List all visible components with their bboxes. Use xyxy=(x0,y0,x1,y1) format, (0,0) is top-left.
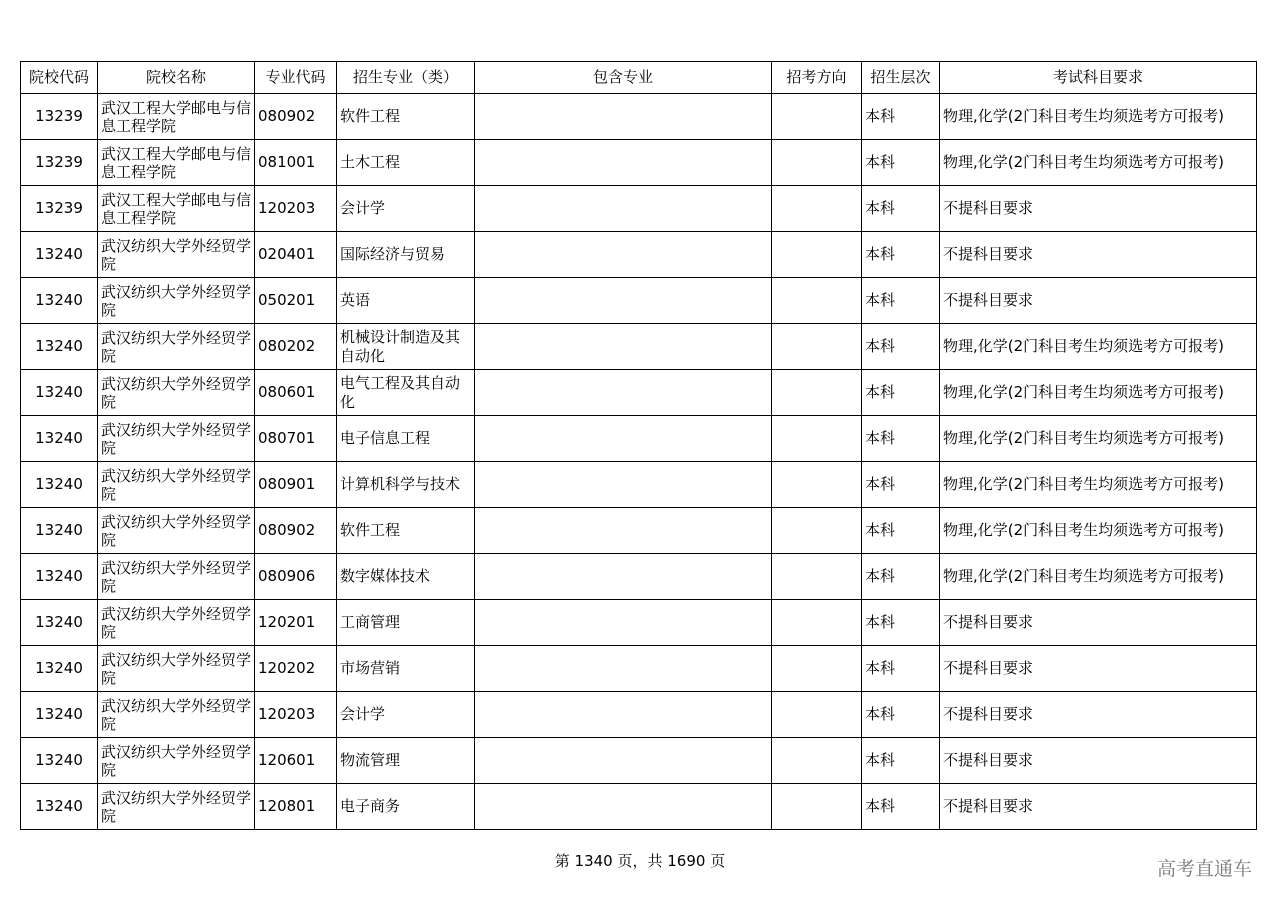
table-row xyxy=(21,232,1257,278)
cell-school-code: 13240 xyxy=(21,370,98,416)
cell-direction xyxy=(772,600,862,646)
cell-included-majors xyxy=(475,784,772,830)
cell-direction xyxy=(772,416,862,462)
cell-school-code: 13240 xyxy=(21,232,98,278)
cell-subject-requirement: 物理,化学(2门科目考生均须选考方可报考) xyxy=(940,416,1257,462)
cell-included-majors xyxy=(475,692,772,738)
cell-major: 电子信息工程 xyxy=(337,416,475,462)
cell-major-code: 120201 xyxy=(255,600,337,646)
cell-major-code: 080902 xyxy=(255,94,337,140)
cell-school-code: 13240 xyxy=(21,278,98,324)
cell-subject-requirement: 不提科目要求 xyxy=(940,600,1257,646)
cell-school-code: 13240 xyxy=(21,462,98,508)
cell-level: 本科 xyxy=(862,600,940,646)
cell-subject-requirement: 不提科目要求 xyxy=(940,278,1257,324)
enrollment-table-container xyxy=(20,61,1256,830)
header-school-name: 院校名称 xyxy=(98,62,255,94)
cell-included-majors xyxy=(475,416,772,462)
cell-school-code: 13240 xyxy=(21,554,98,600)
cell-level: 本科 xyxy=(862,692,940,738)
cell-direction xyxy=(772,738,862,784)
cell-level: 本科 xyxy=(862,186,940,232)
cell-school-code: 13240 xyxy=(21,416,98,462)
cell-direction xyxy=(772,554,862,600)
cell-school-code: 13240 xyxy=(21,324,98,370)
cell-major: 会计学 xyxy=(337,692,475,738)
cell-major: 物流管理 xyxy=(337,738,475,784)
cell-direction xyxy=(772,370,862,416)
cell-major-code: 080902 xyxy=(255,508,337,554)
cell-school-code: 13239 xyxy=(21,186,98,232)
cell-subject-requirement: 不提科目要求 xyxy=(940,784,1257,830)
header-included-majors: 包含专业 xyxy=(475,62,772,94)
cell-major: 软件工程 xyxy=(337,94,475,140)
table-row xyxy=(21,462,1257,508)
cell-school-name: 武汉纺织大学外经贸学院 xyxy=(98,462,255,508)
cell-major: 工商管理 xyxy=(337,600,475,646)
cell-level: 本科 xyxy=(862,324,940,370)
cell-major-code: 050201 xyxy=(255,278,337,324)
cell-school-name: 武汉纺织大学外经贸学院 xyxy=(98,784,255,830)
table-row xyxy=(21,554,1257,600)
cell-major-code: 120601 xyxy=(255,738,337,784)
table-row xyxy=(21,416,1257,462)
cell-school-name: 武汉工程大学邮电与信息工程学院 xyxy=(98,140,255,186)
cell-level: 本科 xyxy=(862,462,940,508)
cell-direction xyxy=(772,646,862,692)
cell-subject-requirement: 物理,化学(2门科目考生均须选考方可报考) xyxy=(940,554,1257,600)
cell-included-majors xyxy=(475,462,772,508)
cell-major: 市场营销 xyxy=(337,646,475,692)
cell-school-code: 13240 xyxy=(21,692,98,738)
cell-major-code: 120202 xyxy=(255,646,337,692)
cell-level: 本科 xyxy=(862,370,940,416)
cell-major-code: 020401 xyxy=(255,232,337,278)
cell-level: 本科 xyxy=(862,94,940,140)
header-subject-requirement: 考试科目要求 xyxy=(940,62,1257,94)
cell-major: 电气工程及其自动化 xyxy=(337,370,475,416)
cell-school-code: 13239 xyxy=(21,140,98,186)
cell-level: 本科 xyxy=(862,508,940,554)
cell-major-code: 080701 xyxy=(255,416,337,462)
table-row xyxy=(21,324,1257,370)
watermark: 高考直通车 xyxy=(1156,858,1252,880)
cell-direction xyxy=(772,278,862,324)
cell-school-code: 13240 xyxy=(21,600,98,646)
enrollment-table xyxy=(20,61,1257,830)
cell-direction xyxy=(772,140,862,186)
cell-included-majors xyxy=(475,94,772,140)
cell-direction xyxy=(772,232,862,278)
cell-major-code: 120801 xyxy=(255,784,337,830)
cell-subject-requirement: 物理,化学(2门科目考生均须选考方可报考) xyxy=(940,508,1257,554)
cell-included-majors xyxy=(475,186,772,232)
cell-major: 数字媒体技术 xyxy=(337,554,475,600)
cell-school-name: 武汉纺织大学外经贸学院 xyxy=(98,554,255,600)
cell-included-majors xyxy=(475,554,772,600)
cell-subject-requirement: 不提科目要求 xyxy=(940,232,1257,278)
cell-direction xyxy=(772,94,862,140)
table-row xyxy=(21,508,1257,554)
cell-subject-requirement: 物理,化学(2门科目考生均须选考方可报考) xyxy=(940,94,1257,140)
cell-school-name: 武汉工程大学邮电与信息工程学院 xyxy=(98,94,255,140)
cell-subject-requirement: 物理,化学(2门科目考生均须选考方可报考) xyxy=(940,324,1257,370)
table-row xyxy=(21,600,1257,646)
cell-major-code: 080202 xyxy=(255,324,337,370)
table-row xyxy=(21,94,1257,140)
table-row xyxy=(21,738,1257,784)
cell-major: 英语 xyxy=(337,278,475,324)
table-row xyxy=(21,646,1257,692)
cell-major: 国际经济与贸易 xyxy=(337,232,475,278)
table-row xyxy=(21,140,1257,186)
cell-school-name: 武汉纺织大学外经贸学院 xyxy=(98,232,255,278)
cell-major: 土木工程 xyxy=(337,140,475,186)
header-level: 招生层次 xyxy=(862,62,940,94)
table-row xyxy=(21,186,1257,232)
table-row xyxy=(21,370,1257,416)
cell-level: 本科 xyxy=(862,232,940,278)
cell-subject-requirement: 物理,化学(2门科目考生均须选考方可报考) xyxy=(940,462,1257,508)
cell-major-code: 080906 xyxy=(255,554,337,600)
cell-included-majors xyxy=(475,232,772,278)
cell-level: 本科 xyxy=(862,784,940,830)
cell-included-majors xyxy=(475,140,772,186)
cell-major-code: 080601 xyxy=(255,370,337,416)
cell-included-majors xyxy=(475,370,772,416)
cell-subject-requirement: 不提科目要求 xyxy=(940,186,1257,232)
cell-subject-requirement: 物理,化学(2门科目考生均须选考方可报考) xyxy=(940,370,1257,416)
cell-school-name: 武汉纺织大学外经贸学院 xyxy=(98,324,255,370)
cell-included-majors xyxy=(475,738,772,784)
cell-school-name: 武汉纺织大学外经贸学院 xyxy=(98,370,255,416)
cell-level: 本科 xyxy=(862,140,940,186)
cell-school-code: 13240 xyxy=(21,508,98,554)
cell-school-name: 武汉纺织大学外经贸学院 xyxy=(98,600,255,646)
table-row xyxy=(21,692,1257,738)
cell-direction xyxy=(772,692,862,738)
table-row xyxy=(21,278,1257,324)
table-header-row xyxy=(21,62,1257,94)
cell-included-majors xyxy=(475,508,772,554)
cell-direction xyxy=(772,784,862,830)
cell-direction xyxy=(772,186,862,232)
cell-school-name: 武汉纺织大学外经贸学院 xyxy=(98,278,255,324)
cell-included-majors xyxy=(475,646,772,692)
cell-school-code: 13240 xyxy=(21,738,98,784)
cell-major-code: 120203 xyxy=(255,692,337,738)
table-row xyxy=(21,784,1257,830)
page-number: 第 1340 页，共 1690 页 xyxy=(554,852,726,870)
cell-subject-requirement: 不提科目要求 xyxy=(940,692,1257,738)
cell-level: 本科 xyxy=(862,554,940,600)
cell-school-name: 武汉纺织大学外经贸学院 xyxy=(98,738,255,784)
cell-major-code: 120203 xyxy=(255,186,337,232)
cell-major: 会计学 xyxy=(337,186,475,232)
cell-school-code: 13239 xyxy=(21,94,98,140)
header-major: 招生专业（类） xyxy=(337,62,475,94)
cell-major: 机械设计制造及其自动化 xyxy=(337,324,475,370)
cell-subject-requirement: 不提科目要求 xyxy=(940,738,1257,784)
cell-major-code: 080901 xyxy=(255,462,337,508)
header-major-code: 专业代码 xyxy=(255,62,337,94)
cell-subject-requirement: 物理,化学(2门科目考生均须选考方可报考) xyxy=(940,140,1257,186)
cell-included-majors xyxy=(475,278,772,324)
cell-direction xyxy=(772,324,862,370)
cell-school-code: 13240 xyxy=(21,784,98,830)
cell-direction xyxy=(772,508,862,554)
cell-school-name: 武汉纺织大学外经贸学院 xyxy=(98,416,255,462)
cell-school-name: 武汉纺织大学外经贸学院 xyxy=(98,692,255,738)
cell-level: 本科 xyxy=(862,738,940,784)
cell-direction xyxy=(772,462,862,508)
cell-school-name: 武汉纺织大学外经贸学院 xyxy=(98,508,255,554)
cell-school-code: 13240 xyxy=(21,646,98,692)
cell-major: 软件工程 xyxy=(337,508,475,554)
cell-school-name: 武汉纺织大学外经贸学院 xyxy=(98,646,255,692)
cell-included-majors xyxy=(475,324,772,370)
cell-subject-requirement: 不提科目要求 xyxy=(940,646,1257,692)
cell-major: 计算机科学与技术 xyxy=(337,462,475,508)
cell-school-name: 武汉工程大学邮电与信息工程学院 xyxy=(98,186,255,232)
header-direction: 招考方向 xyxy=(772,62,862,94)
cell-included-majors xyxy=(475,600,772,646)
cell-major-code: 081001 xyxy=(255,140,337,186)
cell-level: 本科 xyxy=(862,278,940,324)
header-school-code: 院校代码 xyxy=(21,62,98,94)
cell-level: 本科 xyxy=(862,416,940,462)
cell-major: 电子商务 xyxy=(337,784,475,830)
table-body xyxy=(21,94,1257,830)
cell-level: 本科 xyxy=(862,646,940,692)
